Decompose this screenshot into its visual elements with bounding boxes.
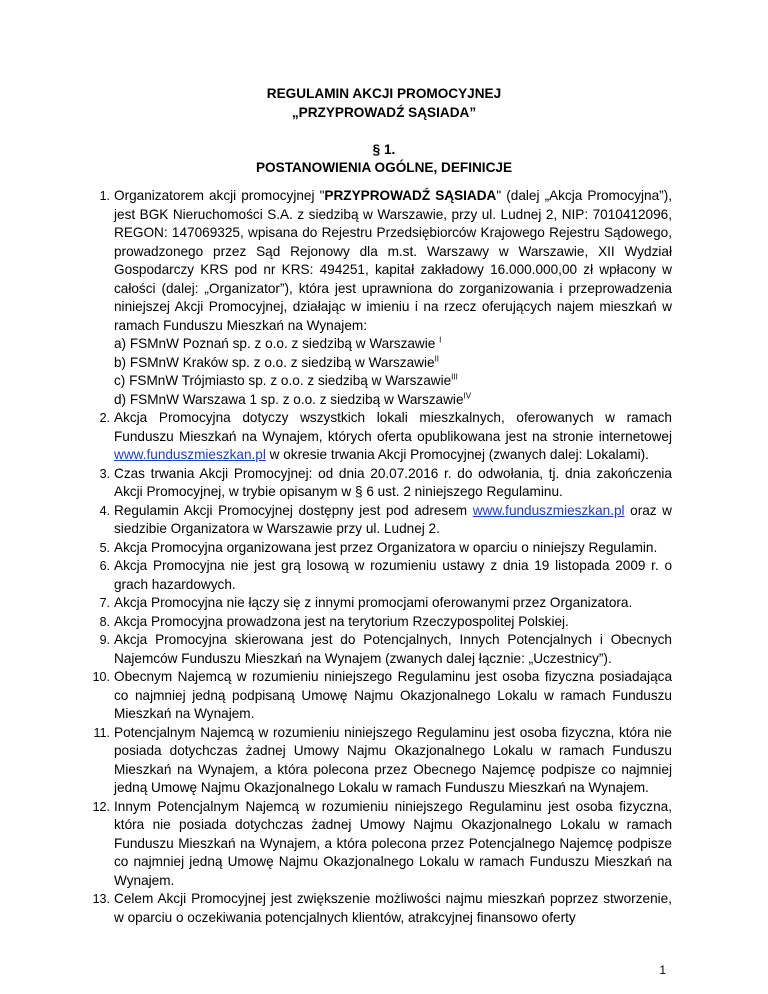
document-subtitle: „PRZYPROWADŹ SĄSIADA” bbox=[291, 105, 477, 120]
list-item-text: Akcja Promocyjna organizowana jest przez Organizatora w oparciu o niniejszy Regulamin. bbox=[114, 539, 658, 555]
list-item-number: 6. bbox=[99, 559, 110, 573]
list-item-text-continued: " (dalej „Akcja Promocyjna”), jest BGK Nieruchomości S.A. z siedzibą w Warszawie, przy ul. Ludnej 2, NIP: 7010412096, REGON: 147069325, wpisana do Rejestru Przedsiębiorców Krajowego Rejestru Sądowego, prowadzonego przez Sąd Rejonowy dla m.st. Warszawy w Warszawie, XII Wydział Gospodarczy KRS pod nr KRS: 494251, kapitał zakładowy 16.000.000,00 zł wpłacony w całości (dalej: „Organizator”), która jest uprawniona do zorganizowania i przeprowadzenia niniejszej Akcji Promocyjnej, działając w imieniu i na rzecz oferujących najem mieszkań w ramach Funduszu Mieszkań na Wynajem: bbox=[114, 188, 672, 333]
website-link[interactable]: www.funduszmieszkan.pl bbox=[472, 502, 625, 518]
list-item-number: 2. bbox=[99, 411, 110, 425]
website-link[interactable]: www.funduszmieszkan.pl bbox=[114, 447, 266, 462]
list-item-number: 7. bbox=[99, 596, 110, 610]
list-item bbox=[99, 409, 672, 465]
list-item-number: 1. bbox=[99, 189, 110, 203]
fund-company-text: c) FSMnW Trójmiasto sp. z o.o. z siedzibą w Warszawie bbox=[114, 373, 452, 388]
list-item-text: Akcja Promocyjna dotyczy wszystkich lokali mieszkalnych, oferowanych w ramach Funduszu Mieszkań na Wynajem, których oferta opublikowana jest na stronie internetowej bbox=[114, 410, 672, 444]
list-item-text: Akcja Promocyjna nie jest grą losową w rozumieniu ustawy z dnia 19 listopada 2009 r. o grach hazardowych. bbox=[114, 558, 672, 592]
list-item-number: 8. bbox=[99, 614, 110, 629]
section-title: POSTANOWIENIA OGÓLNE, DEFINICJE bbox=[255, 160, 513, 175]
provisions-list bbox=[0, 187, 768, 927]
list-item-number: 12. bbox=[92, 799, 110, 814]
list-item-text: Czas trwania Akcji Promocyjnej: od dnia 20.07.2016 r. do odwołania, tj. dnia zakończenia Akcji Promocyjnej, w trybie opisanym w § 6 ust. 2 niniejszego Regulaminu. bbox=[114, 465, 672, 499]
page-number: 1 bbox=[659, 963, 666, 977]
list-item-number: 5. bbox=[99, 540, 110, 555]
list-item-text: Akcja Promocyjna nie łączy się z innymi promocjami oferowanymi przez Organizatora. bbox=[114, 595, 633, 610]
list-item bbox=[99, 502, 672, 539]
list-item bbox=[92, 890, 672, 927]
fund-company-text: d) FSMnW Warszawa 1 sp. z o.o. z siedzibą w Warszawie bbox=[114, 391, 464, 407]
list-item-number: 9. bbox=[99, 633, 110, 647]
fund-company-entry bbox=[114, 391, 672, 410]
list-item bbox=[99, 613, 672, 632]
list-item bbox=[99, 465, 672, 502]
promotion-name: PRZYPROWADŹ SĄSIADA bbox=[324, 188, 497, 203]
list-item-text-continued: w okresie trwania Akcji Promocyjnej (zwanych dalej: Lokalami). bbox=[265, 447, 649, 462]
list-item-text: Potencjalnym Najemcą w rozumieniu niniejszego Regulaminu jest osoba fizyczna, która nie posiada dotychczas żadnej Umowy Najmu Okazjonalnego Lokalu w ramach Funduszu Mieszkań na Wynajem, a która polecona przez Obecnego Najemcę podpisze co najmniej jedną Umowę Najmu Okazjonalnego Lokalu w ramach Funduszu Mieszkań na Wynajem. bbox=[114, 724, 672, 795]
list-item bbox=[92, 798, 672, 891]
list-item-number: 11. bbox=[93, 725, 110, 740]
footnote-marker: II bbox=[434, 353, 440, 363]
fund-company-entry bbox=[114, 354, 672, 373]
list-item-number: 3. bbox=[99, 466, 110, 481]
list-item-number: 13. bbox=[92, 892, 110, 906]
list-item bbox=[99, 187, 672, 409]
document-title: REGULAMIN AKCJI PROMOCYJNEJ bbox=[266, 86, 502, 101]
list-item-number: 10. bbox=[92, 670, 110, 684]
list-item-text: Akcja Promocyjna prowadzona jest na terytorium Rzeczypospolitej Polskiej. bbox=[114, 613, 569, 629]
list-item bbox=[99, 631, 672, 668]
list-item-text: Innym Potencjalnym Najemcą w rozumieniu niniejszego Regulaminu jest osoba fizyczna, która nie posiada dotychczas żadnej Umowy Najmu Okazjonalnego Lokalu w ramach Funduszu Mieszkań na Wynajem, a która polecona przez Potencjalnego Najemcę podpisze co najmniej jedną Umowę Najmu Okazjonalnego Lokalu w ramach Funduszu Mieszkań na Wynajem. bbox=[114, 798, 672, 888]
footnote-marker: III bbox=[451, 372, 458, 382]
section-number: § 1. bbox=[372, 142, 396, 157]
footnote-marker: IV bbox=[463, 390, 472, 400]
fund-company-entry bbox=[114, 335, 672, 354]
fund-company-text: b) FSMnW Kraków sp. z o.o. z siedzibą w Warszawie bbox=[114, 354, 435, 370]
list-item-text: Akcja Promocyjna skierowana jest do Potencjalnych, Innych Potencjalnych i Obecnych Najemców Funduszu Mieszkań na Wynajem (zwanych dalej łącznie: „Uczestnicy”). bbox=[114, 632, 672, 666]
list-item bbox=[99, 539, 672, 558]
fund-company-text: a) FSMnW Poznań sp. z o.o. z siedzibą w Warszawie bbox=[114, 336, 440, 351]
list-item bbox=[93, 724, 672, 798]
list-item-text-continued: oraz w siedzibie Organizatora w Warszawie przy ul. Ludnej 2. bbox=[114, 502, 672, 536]
list-item-number: 4. bbox=[99, 503, 110, 518]
fund-company-entry bbox=[114, 372, 672, 391]
list-item-text: Regulamin Akcji Promocyjnej dostępny jest pod adresem bbox=[114, 502, 473, 518]
list-item-text: Obecnym Najemcą w rozumieniu niniejszego Regulaminu jest osoba fizyczna posiadająca co najmniej jedną podpisaną Umowę Najmu Okazjonalnego Lokalu w ramach Funduszu Mieszkań na Wynajem. bbox=[114, 669, 672, 721]
footnote-marker: I bbox=[439, 335, 442, 345]
list-item bbox=[99, 557, 672, 594]
list-item-text: Organizatorem akcji promocyjnej " bbox=[114, 188, 325, 203]
list-item bbox=[99, 594, 672, 613]
list-item-text: Celem Akcji Promocyjnej jest zwiększenie możliwości najmu mieszkań poprzez stworzenie, w oparciu o oczekiwania potencjalnych klientów, atrakcyjnej finansowo oferty bbox=[114, 891, 672, 925]
list-item bbox=[92, 668, 672, 724]
